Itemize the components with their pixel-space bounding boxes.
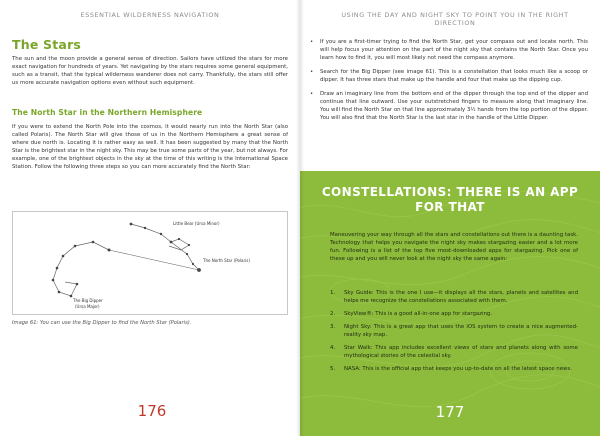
step-item: • If you are a first-timer trying to find the North Star, get your compass out and locate north. This will help focus your attention on the part of the night sky that contains the North Star. Once you learn how to find it, you will most likely not need the compass anymore.	[308, 38, 588, 62]
page-number-right: 177	[435, 403, 465, 421]
little-bear-label: Little Bear (Ursa Minor)	[173, 221, 220, 226]
app-item	[330, 365, 578, 373]
app-number: 3.	[330, 324, 336, 330]
app-number: 4.	[330, 345, 336, 351]
section-heading: The Stars	[12, 37, 82, 52]
stars-group	[52, 223, 201, 298]
running-head-left: ESSENTIAL WILDERNESS NAVIGATION	[80, 11, 220, 19]
big-dipper-label: The Big Dipper	[73, 298, 103, 303]
apps-sidebar-box	[300, 171, 600, 436]
app-item	[330, 323, 578, 339]
page-number-left: 176	[137, 402, 167, 420]
app-number: 5.	[330, 366, 336, 372]
running-head-right: USING THE DAY AND NIGHT SKY TO POINT YOU IN THE RIGHT DIRECTION	[341, 11, 569, 27]
book-gutter	[296, 0, 304, 436]
box-intro: Maneuvering your way through all the stars and constellations out there is a daunting task. Technology that helps you navigate the night sky makes stargazing easier and a lot more fun. Following is a list of the top five most-downloaded apps for stargazing. Pick one of these up and you will never look at the night sky the same again:	[330, 232, 578, 262]
app-text: NASA: This is the official app that keeps you up-to-date on all the latest space news.	[344, 366, 572, 372]
app-text: Sky Guide: This is the one I use—it displays all the stars, planets and satellites and helps me recognize the constellations associated with them.	[344, 290, 578, 304]
steps-list	[308, 38, 588, 128]
intro-paragraph: The sun and the moon provide a general sense of direction. Sailors have utilized the stars for more exact navigation for hundreds of years. Yet navigating by the stars requires some general equipment, such as a transit, that the typical wilderness wanderer does not carry. Thankfully, the stars still offer us more accurate navigation options even without such equipment.	[12, 56, 288, 86]
body-paragraph: If you were to extend the North Pole into the cosmos, it would nearly run into the North Star (also called Polaris). The North Star will give those of us in the Northern Hemisphere a great sense of where due north is. Locating it is rather easy as well. It has been suggested by many that the North Star is the brightest star in the night sky. This may be true some parts of the year, but not always. For example, one of the brightest objects in the sky at the time of this writing is the International Space Station. Follow the following three steps so you can more accurately find the North Star:	[12, 124, 288, 170]
step-item: • Draw an imaginary line from the bottom end of the dipper through the top end of the dipper and continue that line outward. Use your outstretched fingers to measure along that imaginary line. You will find the North Star on that line approximately 3½ hands from the top portion of the dipper. You will also find that the North Star is the last star in the handle of the Little Dipper.	[308, 90, 588, 122]
app-item	[330, 289, 578, 305]
app-text: Night Sky: This is a great app that uses the iOS system to create a nice augmented-reality sky map.	[344, 324, 578, 338]
big-dipper-line	[53, 242, 109, 296]
app-number: 1.	[330, 290, 336, 296]
constellation-diagram	[13, 212, 287, 314]
figure-caption: Image 61: You can use the Big Dipper to find the North Star (Polaris).	[12, 320, 192, 326]
app-item	[330, 344, 578, 360]
box-title: CONSTELLATIONS: THERE IS AN APP FOR THAT	[321, 185, 579, 214]
app-text: SkyView®: This is a good all-in-one app for stargazing.	[344, 311, 493, 317]
app-text: Star Walk: This app includes excellent views of stars and planets along with some mythological stories of the celestial sky.	[344, 345, 578, 359]
little-dipper-handle	[171, 242, 199, 270]
apps-list	[330, 289, 578, 378]
app-item	[330, 310, 578, 318]
step-item: • Search for the Big Dipper (see image 61). This is a constellation that looks much like a scoop or dipper. It has three stars that make up the handle and four that make up the dipping cup.	[308, 68, 588, 84]
app-number: 2.	[330, 311, 336, 317]
big-dipper-sublabel: (Ursa Major)	[75, 304, 100, 309]
constellation-figure	[12, 211, 288, 315]
subsection-heading: The North Star in the Northern Hemisphere	[12, 108, 203, 117]
north-star-label: The North Star (Polaris)	[203, 258, 250, 263]
little-dipper-line	[131, 224, 189, 250]
